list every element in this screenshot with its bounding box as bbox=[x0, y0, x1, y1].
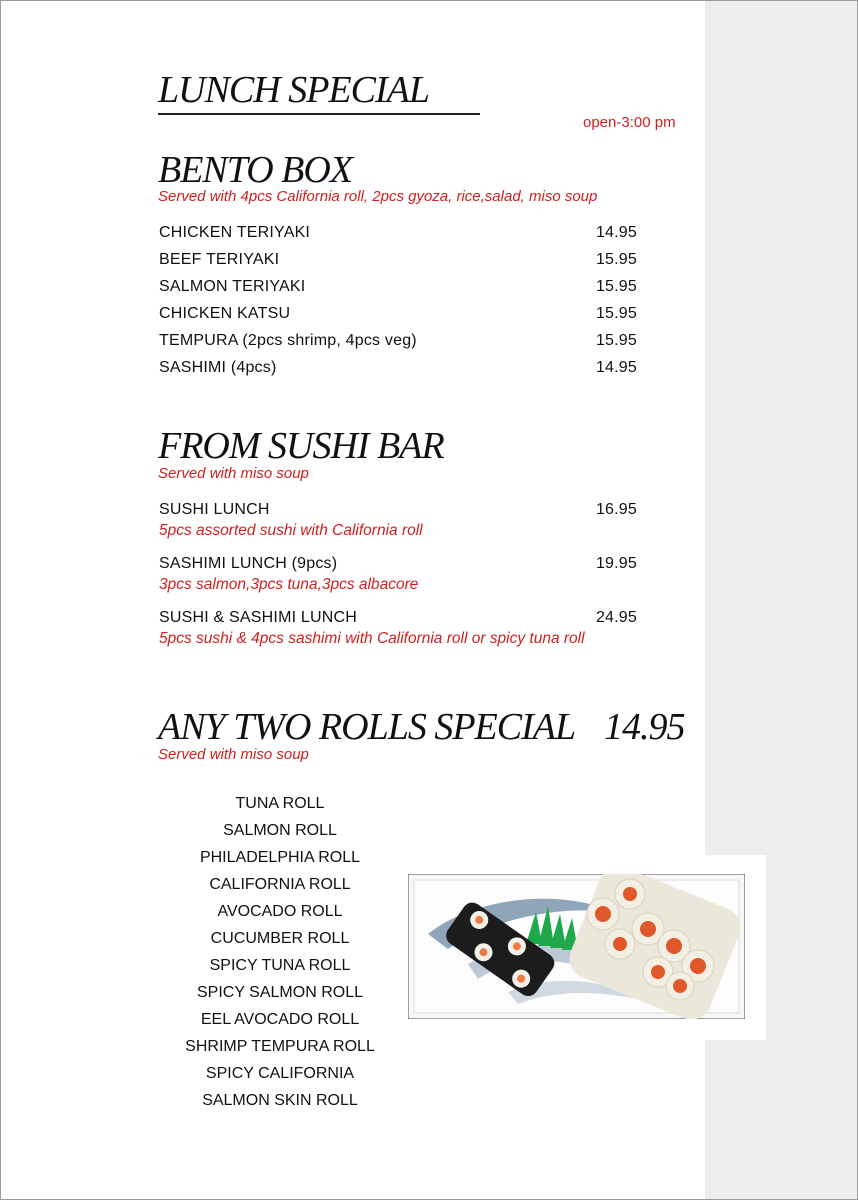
item-name: BEEF TERIYAKI bbox=[159, 251, 280, 268]
sushi-bar-subtitle: Served with miso soup bbox=[158, 465, 309, 482]
roll-item: SHRIMP TEMPURA ROLL bbox=[185, 1038, 375, 1055]
item-name: CHICKEN KATSU bbox=[159, 305, 291, 322]
bento-title: BENTO BOX bbox=[158, 149, 353, 191]
item-price: 15.95 bbox=[595, 251, 637, 268]
bento-item bbox=[159, 332, 637, 352]
page-title: LUNCH SPECIAL bbox=[158, 69, 429, 111]
title-underline bbox=[158, 113, 480, 115]
item-name: SASHIMI LUNCH (9pcs) bbox=[159, 555, 338, 572]
item-price: 19.95 bbox=[595, 555, 637, 572]
sushi-bar-item bbox=[159, 609, 637, 629]
item-price: 24.95 bbox=[595, 609, 637, 626]
rolls-special-title: ANY TWO ROLLS SPECIAL bbox=[158, 706, 576, 748]
item-price: 15.95 bbox=[595, 278, 637, 295]
item-price: 16.95 bbox=[595, 501, 637, 518]
roll-item: EEL AVOCADO ROLL bbox=[200, 1011, 360, 1028]
item-name: TEMPURA (2pcs shrimp, 4pcs veg) bbox=[159, 332, 417, 349]
roll-item: SALMON SKIN ROLL bbox=[202, 1092, 358, 1109]
item-price: 15.95 bbox=[595, 332, 637, 349]
roll-item: SPICY TUNA ROLL bbox=[209, 957, 351, 974]
roll-item: TUNA ROLL bbox=[235, 795, 325, 812]
rolls-special-price: 14.95 bbox=[604, 706, 685, 748]
item-name: SUSHI & SASHIMI LUNCH bbox=[159, 609, 358, 626]
roll-item: CALIFORNIA ROLL bbox=[209, 876, 351, 893]
roll-item: SPICY CALIFORNIA bbox=[205, 1065, 355, 1082]
item-name: SUSHI LUNCH bbox=[159, 501, 270, 518]
item-name: CHICKEN TERIYAKI bbox=[159, 224, 311, 241]
roll-item: SALMON ROLL bbox=[223, 822, 337, 839]
item-description: 5pcs sushi & 4pcs sashimi with California roll or spicy tuna roll bbox=[159, 630, 585, 647]
item-name: SASHIMI (4pcs) bbox=[159, 359, 277, 376]
item-price: 14.95 bbox=[595, 224, 637, 241]
rolls-list bbox=[160, 793, 400, 1117]
item-name: SALMON TERIYAKI bbox=[159, 278, 306, 295]
bento-item bbox=[159, 359, 637, 379]
item-price: 14.95 bbox=[595, 359, 637, 376]
sushi-bar-title: FROM SUSHI BAR bbox=[158, 425, 444, 467]
sushi-rolls-photo bbox=[408, 874, 745, 1019]
item-description: 3pcs salmon,3pcs tuna,3pcs albacore bbox=[159, 576, 419, 593]
roll-item: CUCUMBER ROLL bbox=[210, 930, 350, 947]
roll-item: AVOCADO ROLL bbox=[217, 903, 343, 920]
sushi-bar-item bbox=[159, 501, 637, 521]
bento-item bbox=[159, 305, 637, 325]
bento-item bbox=[159, 278, 637, 298]
bento-item bbox=[159, 224, 637, 244]
item-price: 15.95 bbox=[595, 305, 637, 322]
roll-item: SPICY SALMON ROLL bbox=[197, 984, 363, 1001]
bento-subtitle: Served with 4pcs California roll, 2pcs gyoza, rice,salad, miso soup bbox=[158, 188, 598, 205]
item-description: 5pcs assorted sushi with California roll bbox=[159, 522, 423, 539]
bento-item bbox=[159, 251, 637, 271]
hours-note: open-3:00 pm bbox=[583, 114, 676, 131]
rolls-special-subtitle: Served with miso soup bbox=[158, 746, 309, 763]
sushi-bar-item bbox=[159, 555, 637, 575]
roll-item: PHILADELPHIA ROLL bbox=[199, 849, 361, 866]
